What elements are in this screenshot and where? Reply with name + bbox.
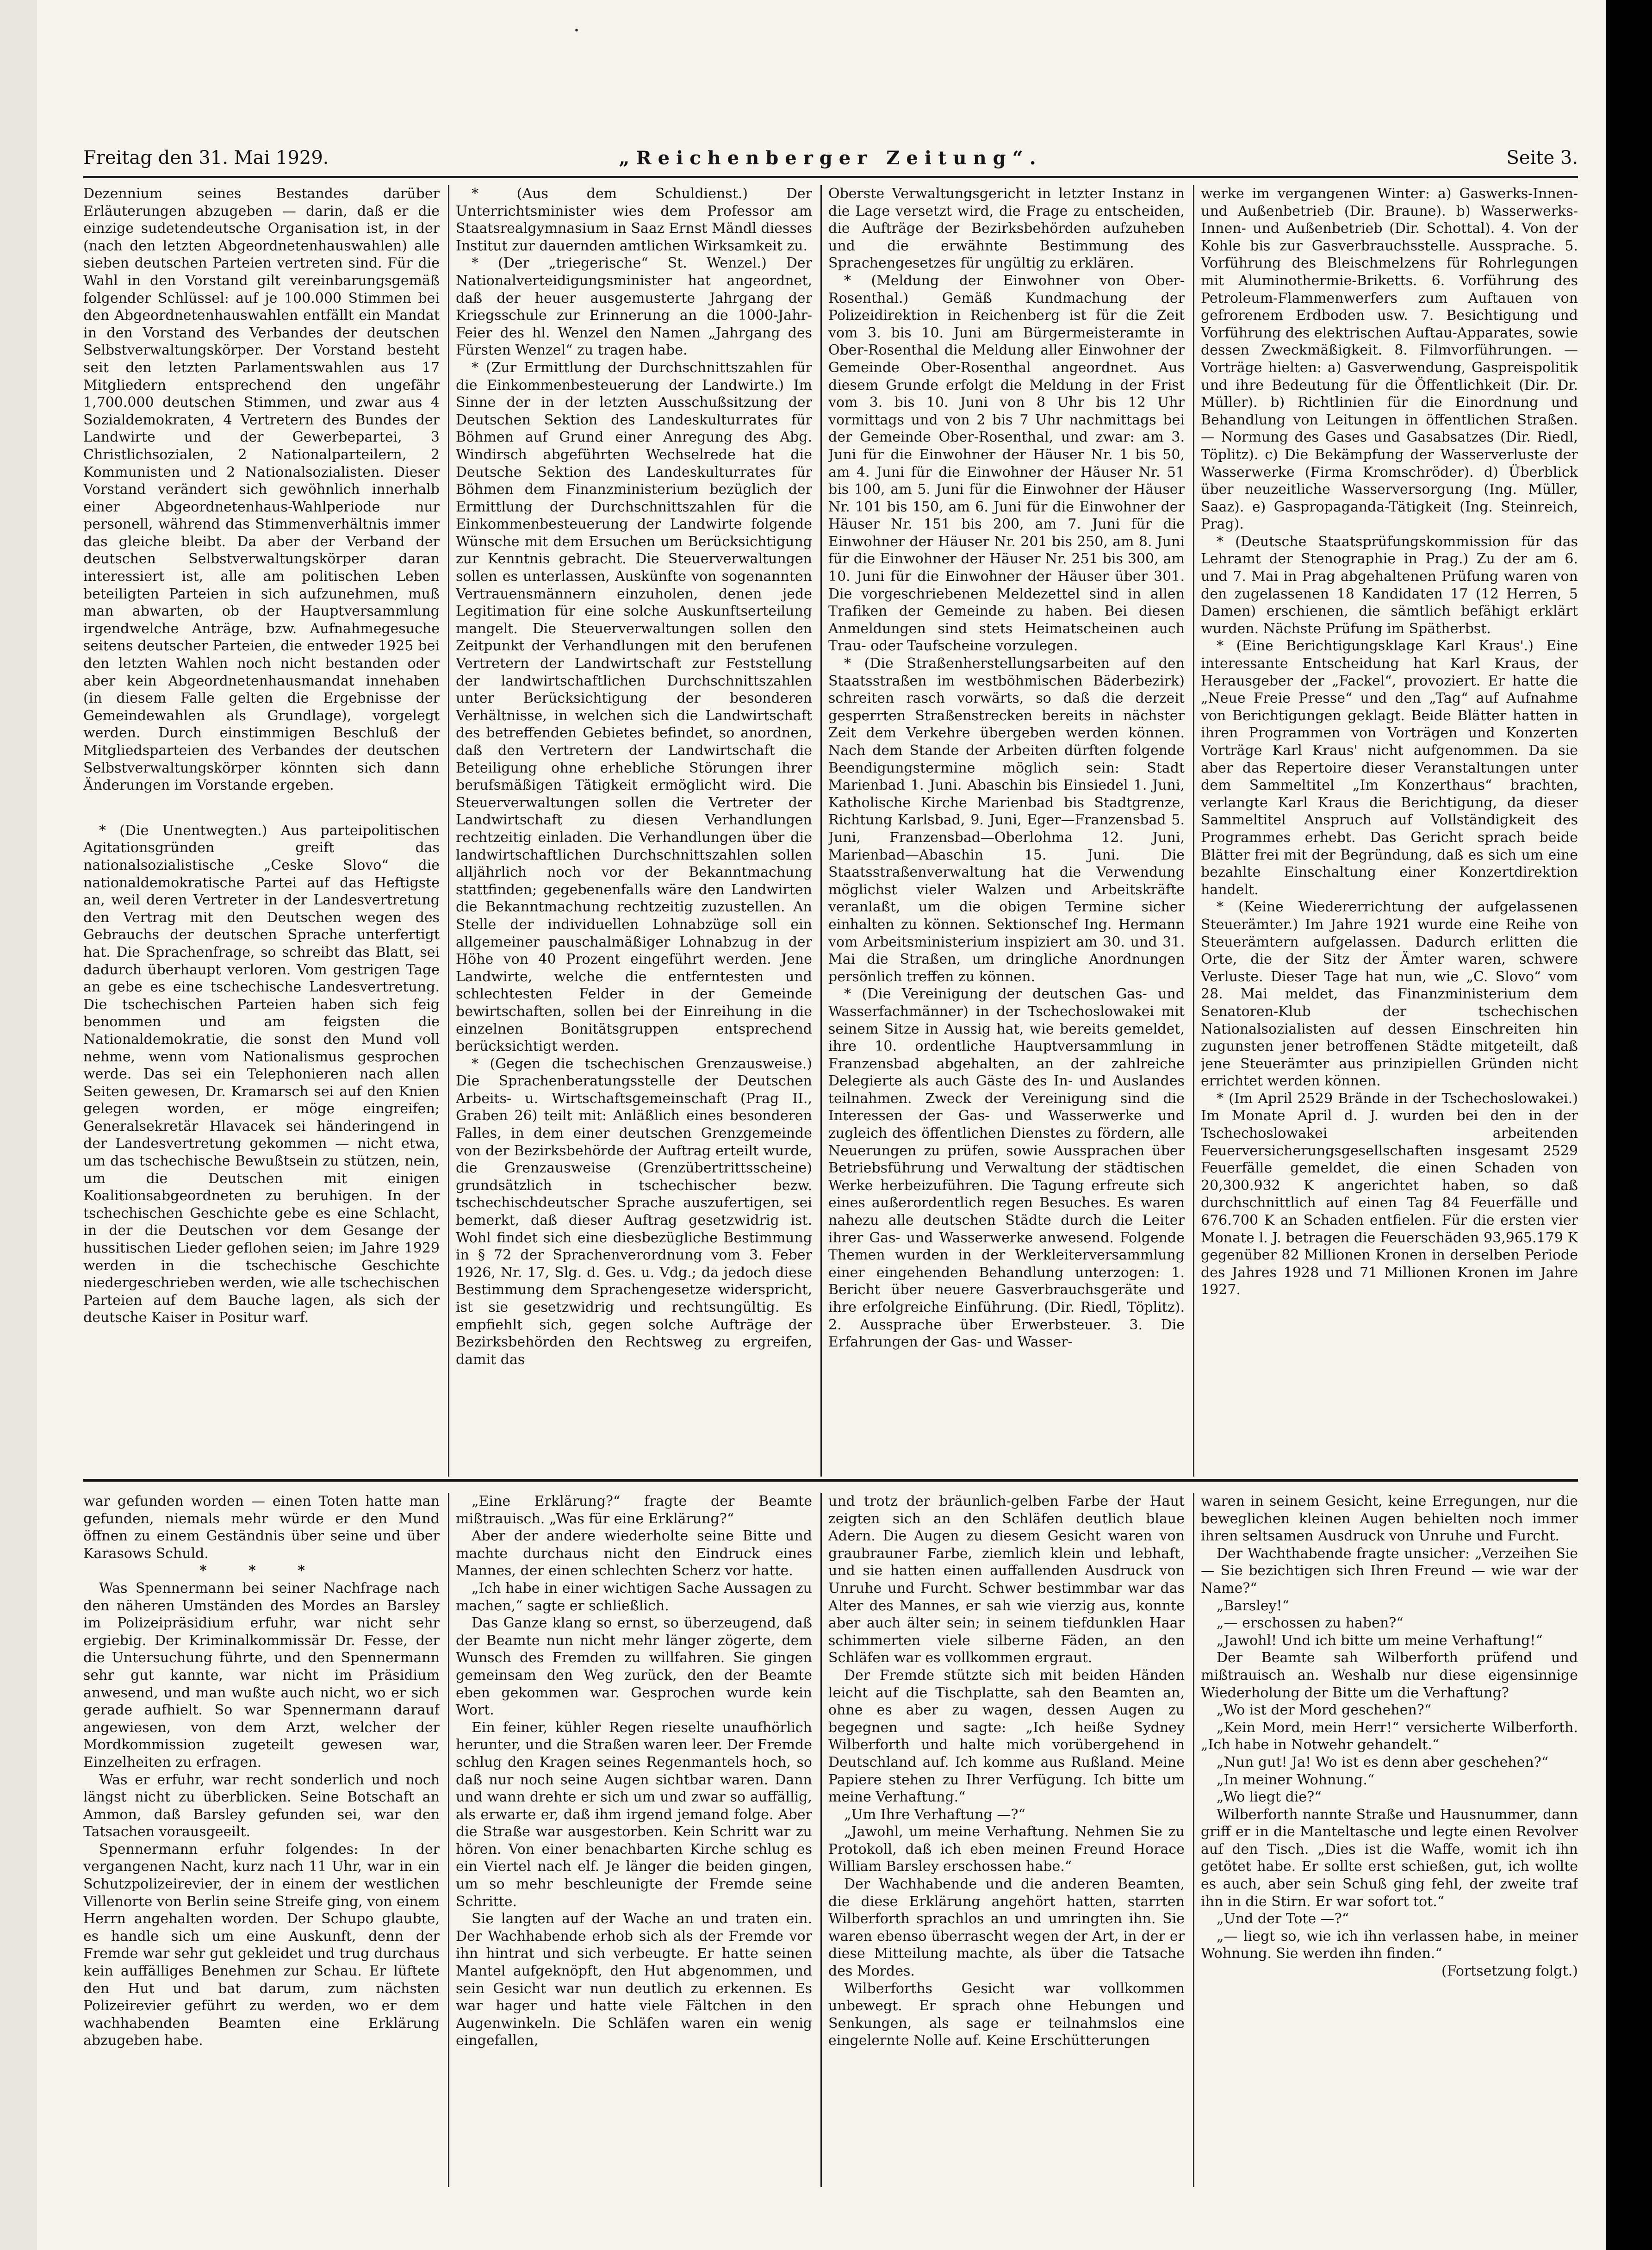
article-meldung: * (Meldung der Einwohner von Ober-Rosenthal.) Gemäß Kundmachung der Polizeidirektion in Reichenberg ist für die Zeit vom 3. bis 10. Juni am Bürgermeisteramte in Ober-Rosenthal die Meldung aller Einwohner der Gemeinde Ober-Rosenthal angeordnet. Aus diesem Grunde erfolgt die Meldung in der Frist vom 3. bis 10. Juni von 8 Uhr bis 12 Uhr vormittags und von 2 bis 7 Uhr nachmittags bei der Gemeinde Ober-Rosenthal, und zwar: am 3. Juni für die Einwohner der Häuser Nr. 1 bis 50, am 4. Juni für die Einwohner der Häuser Nr. 51 bis 100, am 5. Juni für die Einwohner der Häuser Nr. 101 bis 150, am 6. Juni für die Einwohner der Häuser Nr. 151 bis 200, am 7. Juni für die Einwohner der Häuser Nr. 201 bis 250, am 8. Juni für die Einwohner der Häuser Nr. 251 bis 300, am 10. Juni für die Einwohner der Häuser über 301. Die vorgeschriebenen Meldezettel sind in allen Trafiken der Gemeinde zu haben. Bei diesen Anmeldungen sind stets Heimatscheinen auch Trau- oder Taufscheine vorzulegen. <box>828 272 1185 654</box>
article-strassen: * (Die Straßenherstellungsarbeiten auf den Staatsstraßen im westböhmischen Bäderbezirk) schreiten rasch vorwärts, so daß die derzeit gesperrten Straßenstrecken bereits in nächster Zeit dem Verkehre übergeben werden können. Nach dem Stande der Arbeiten dürften folgende Beendigungstermine möglich sein: Stadt Marienbad 1. Juni. Abaschin bis Einsiedel 1. Juni, Katholische Kirche Marienbad bis Stadtgrenze, Richtung Karlsbad, 9. Juni, Eger—Franzensbad 5. Juni, Franzensbad—Oberlohma 12. Juni, Marienbad—Abaschin 15. Juni. Die Staatsstraßenverwaltung hat die Verwendung möglichst vieler Walzen und Arbeitskräfte veranlaßt, um die obigen Termine sicher einhalten zu können. Sektionschef Ing. Hermann vom Arbeitsministerium inspiziert am 30. und 31. Mai die Straßen, um dringliche Anordnungen persönlich treffen zu können. <box>828 655 1185 985</box>
article-paragraph: Dezennium seines Bestandes darüber Erläuterungen abzugeben — darin, daß er die einzige sudetendeutsche Organisation ist, in der (nach den letzten Abgeordnetenhauswahlen) alle sieben deutschen Parteien vertreten sind. Für die Wahl in den Vorstand gilt vereinbarungsgemäß folgender Schlüssel: auf je 100.000 Stimmen bei den Abgeordnetenhauswahlen entfällt ein Mandat in den Vorstand des Verbandes der deutschen Selbstverwaltungskörper. Der Vorstand besteht seit den letzten Parlamentswahlen aus 17 Mitgliedern entsprechend den ungefähr 1,700.000 deutschen Stimmen, und zwar aus 4 Sozialdemokraten, 4 Vertretern des Bundes der Landwirte und der Gewerbepartei, 3 Christlichsozialen, 2 Nationalparteilern, 2 Kommunisten und 2 Nationalsozialisten. Dieser Vorstand verändert sich gewöhnlich innerhalb einer Abgeordnetenhaus-Wahlperiode nur personell, während das Stimmenverhältnis immer das gleiche bleibt. Da aber der Verband der deutschen Selbstverwaltungskörper daran interessiert ist, alle am politischen Leben beteiligten Parteien in sich aufzunehmen, muß man abwarten, ob der Hauptversammlung irgendwelche Anträge, bzw. Aufnahmegesuche seitens deutscher Parteien, die entweder 1925 bei den letzten Wahlen noch nicht bestanden oder aber kein Abgeordnetenhausmandat innehaben (in diesem Falle gelten die Ergebnisse der Gemeindewahlen als Grundlage), vorgelegt werden. Durch einstimmigen Beschluß der Mitgliedsparteien des Verbandes der deutschen Selbstverwaltungskörper könnten sich dann Änderungen im Vorstande ergeben. <box>83 186 440 794</box>
news-column-3 <box>828 185 1185 1463</box>
serial-paragraph: „Kein Mord, mein Herr!“ versicherte Wilberforth. „Ich habe in Notwehr gehandelt.“ <box>1201 1719 1578 1753</box>
column-rule <box>820 1493 822 2187</box>
column-rule <box>1193 185 1194 1477</box>
article-kraus: * (Eine Berichtigungsklage Karl Kraus'.) Eine interessante Entscheidung hat Karl Kraus, der Herausgeber der „Fackel“, provoziert. Er hatte die „Neue Freie Presse“ und den „Tag“ auf Aufnahme von Berichtigungen geklagt. Beide Blätter hatten in ihren Programmen von Vorträgen und Konzerten Vorträge Karl Kraus' nicht aufgenommen. Da sie aber das Repertoire dieser Veranstaltungen unter dem Sammeltitel „Im Konzerthaus“ brachten, verlangte Karl Kraus die Berichtigung, da dieser Sammeltitel Anspruch auf Vollständigkeit des Programmes erhebt. Das Gericht sprach beide Blätter frei mit der Begründung, daß es sich um eine bezahlte Einschaltung einer Konzertdirektion handelt. <box>1201 638 1578 898</box>
feuilleton-divider <box>83 1479 1578 1482</box>
news-column-2 <box>456 185 812 1463</box>
serial-paragraph: Ein feiner, kühler Regen rieselte unaufhörlich herunter, und die Straßen waren leer. Der Fremde schlug den Kragen seines Regenmantels hoch, so daß nur noch seine Augen sichtbar waren. Dann und wann drehte er sich um und zwar so auffällig, als erwarte er, daß ihm irgend jemand folge. Aber die Straße war ausgestorben. Kein Schritt war zu hören. Von einer benachbarten Kirche schlug es ein Viertel nach elf. Je länger die beiden gingen, um so mehr beschleunigte der Fremde seine Schritte. <box>456 1719 812 1910</box>
serial-paragraph: „Nun gut! Ja! Wo ist es denn aber geschehen?“ <box>1217 1754 1549 1770</box>
newspaper-title: „Reichenberger Zeitung“. <box>619 147 1043 169</box>
serial-paragraph: Was Spennermann bei seiner Nachfrage nach den näheren Umständen des Mordes an Barsley im Polizeipräsidium erfuhr, war nicht sehr ergiebig. Der Kriminalkommissär Dr. Fesse, der die Untersuchung führte, und den Spennermann sehr gut kannte, war nicht im Präsidium anwesend, und man wußte auch nicht, wo er sich gerade aufhielt. So war Spennermann darauf angewiesen, von dem Arzt, welcher der Mordkommission zugeteilt gewesen war, Einzelheiten zu erfragen. <box>83 1580 440 1770</box>
serial-paragraph: waren in seinem Gesicht, keine Erregungen, nur die beweglichen kleinen Augen behielten noch immer ihren seltsamen Ausdruck von Unruhe und Furcht. <box>1201 1493 1578 1545</box>
serial-paragraph: Der Wachhabende und die anderen Beamten, die diese Erklärung angehört hatten, starrten Wilberforth sprachlos an und umringten ihn. Sie waren ebenso überrascht wegen der Art, in der er diese Mitteilung machte, als über die Tatsache des Mordes. <box>828 1876 1185 1980</box>
article-grenzausweise: * (Gegen die tschechischen Grenzausweise.) Die Sprachenberatungsstelle der Deutschen Arbeits- u. Wirtschaftsgemeinschaft (Prag II., Graben 26) teilt mit: Anläßlich eines besonderen Falles, in dem einer deutschen Grenzgemeinde von der Bezirksbehörde der Auftrag erteilt wurde, die Grenzausweise (Grenzübertrittsscheine) grundsätzlich in tschechischer bezw. tschechischdeutscher Sprache auszufertigen, sei bemerkt, daß dieser Auftrag gesetzwidrig ist. Wohl findet sich eine diesbezügliche Bestimmung in § 72 der Sprachenverordnung vom 3. Feber 1926, Nr. 17, Slg. d. Ges. u. Vdg.; da jedoch diese Bestimmung dem Sprachengesetze widerspricht, ist sie gesetzwidrig und rechtsungültig. Es empfiehlt sich, gegen solche Aufträge der Bezirksbehörden den Rechtsweg zu ergreifen, damit das <box>456 1055 812 1368</box>
article-continuation: werke im vergangenen Winter: a) Gaswerks-Innen- und Außenbetrieb (Dir. Braune). b) Wasserwerks-Innen- und Außenbetrieb (Dir. Schottal). 4. Von der Kohle bis zur Gasverbrauchsstelle. Aussprache. 5. Vorführung des Bleischmelzens für Rohrlegungen mit Aluminothermie-Briketts. 6. Vorführung des Petroleum-Flammenwerfers zum Auftauen von gefrorenem Erdboden usw. 7. Besichtigung und Vorführung des elektrischen Auftau-Apparates, sowie dessen Zweckmäßigkeit. 8. Filmvorführungen. — Vorträge hielten: a) Gasverwendung, Gaspreispolitik und ihre Bedeutung für die Öffentlichkeit (Dir. Dr. Müller). b) Richtlinien für die Einordnung und Behandlung von Leitungen in öffentlichen Straßen. — Normung des Gases und Gasabsatzes (Dir. Riedl, Töplitz). c) Die Bekämpfung der Wasserverluste der Wasserwerke (Firma Kromschröder). d) Überblick über neuzeitliche Wasserversorgung (Ing. Müller, Saaz). e) Gaspropaganda-Tätigkeit (Ing. Steinreich, Prag). <box>1201 186 1578 533</box>
serial-paragraph: „— liegt so, wie ich ihn verlassen habe, in meiner Wohnung. Sie werden ihn finden.“ <box>1201 1928 1578 1962</box>
article-stenographie: * (Deutsche Staatsprüfungskommission für das Lehramt der Stenographie in Prag.) Zu der am 6. und 7. Mai in Prag abgehaltenen Prüfung waren von den zugelassenen 18 Kandidaten 17 (12 Herren, 5 Damen) erschienen, die sämtlich befähigt erklärt wurden. Nächste Prüfung im Spätherbst. <box>1201 533 1578 637</box>
column-rule <box>448 185 449 1477</box>
scan-border <box>1606 0 1652 2250</box>
news-column-1 <box>83 185 440 1463</box>
serial-paragraph: Was er erfuhr, war recht sonderlich und noch längst nicht zu überblicken. Seine Botschaft an Ammon, daß Barsley gefunden sei, war den Tatsachen vorausgeeilt. <box>83 1771 440 1840</box>
serial-paragraph: „Eine Erklärung?“ fragte der Beamte mißtrauisch. „Was für eine Erklärung?“ <box>456 1493 812 1527</box>
serial-paragraph: Der Beamte sah Wilberforth prüfend und mißtrauisch an. Weshalb nur diese eigensinnige Wiederholung der Bitte um die Verhaftung? <box>1201 1650 1578 1701</box>
article-gasfachmaenner: * (Die Vereinigung der deutschen Gas- und Wasserfachmänner) in der Tschechoslowakei mit seinem Sitze in Aussig hat, wie bereits gemeldet, ihre 10. ordentliche Hauptversammlung in Franzensbad abgehalten, an der zahlreiche Delegierte als auch Gäste des In- und Auslandes teilnahmen. Zweck der Vereinigung sind die Interessen der Gas- und Wasserwerke und zugleich des öffentlichen Dienstes zu fördern, alle Neuerungen zu prüfen, sowie Aussprachen über Betriebsführung und Verwaltung der städtischen Werke herbeizuführen. Die Tagung erfreute sich eines außerordentlich regen Besuches. Es waren nahezu alle deutschen Städte durch die Leiter ihrer Gas- und Wasserwerke anwesend. Folgende Themen wurden in der Werkleiterversammlung einer eingehenden Behandlung unterzogen: 1. Bericht über neuere Gasverbrauchsgeräte und ihre erfolgreiche Einführung. (Dir. Riedl, Töplitz). 2. Aussprache über Erwerbsteuer. 3. Die Erfahrungen der Gas- und Wasser- <box>828 986 1185 1351</box>
page-number: Seite 3. <box>1506 147 1578 168</box>
spacer <box>83 794 440 822</box>
serial-paragraph: „Um Ihre Verhaftung —?“ <box>844 1806 1025 1823</box>
serial-paragraph: „Jawohl, um meine Verhaftung. Nehmen Sie zu Protokoll, daß ich eben meinen Freund Horace William Barsley erschossen habe.“ <box>828 1824 1185 1875</box>
serial-paragraph: Das Ganze klang so ernst, so überzeugend, daß der Beamte nun nicht mehr länger zögerte, dem Wunsch des Fremden zu willfahren. Sie gingen gemeinsam den Weg zurück, den der Beamte eben gekommen war. Gesprochen wurde kein Wort. <box>456 1615 812 1719</box>
serial-paragraph: „Ich habe in einer wichtigen Sache Aussagen zu machen,“ sagte er schließlich. <box>456 1580 812 1614</box>
article-unentwegten: * (Die Unentwegten.) Aus parteipolitischen Agitationsgründen greift das nationalsozialistische „Ceske Slovo“ die nationaldemokratische Partei auf das Heftigste an, weil deren Vertreter in der Landesvertretung den Vertrag mit den Deutschen wegen des Gebrauchs der deutschen Sprache unterfertigt hat. Die Sprachenfrage, so schreibt das Blatt, sei dadurch überhaupt verloren. Vom gestrigen Tage an gebe es eine tschechische Landesvertretung. Die tschechischen Parteien haben sich feig benommen und am feigsten die Nationaldemokratie, die sonst den Mund voll nehme, wenn vom Nationalismus gesprochen werde. Das sei ein Telephonieren nach allen Seiten gewesen, Dr. Kramarsch sei auf den Knien gelegen worden, er möge eingreifen; Generalsekretär Hlavacek sei händeringend in der Landesvertretung gekommen — nicht etwa, um das tschechische Bewußtsein zu stützen, nein, um die Deutschen mit einigen Koalitionsabgeordneten zu beruhigen. In der tschechischen Geschichte gebe es eine Schlacht, in der die Deutschen vor dem Gesange der hussitischen Lieder geflohen seien; im Jahre 1929 werden in die tschechische Geschichte niedergeschrieben werden, wie alle tschechischen Parteien auf dem Bauche lagen, als sich der deutsche Kaiser in Positur warf. <box>83 822 440 1326</box>
serial-paragraph: „In meiner Wohnung.“ <box>1217 1771 1375 1788</box>
continuation-note: (Fortsetzung folgt.) <box>1441 1963 1578 1980</box>
article-steueraemter: * (Keine Wiedererrichtung der aufgelassenen Steuerämter.) Im Jahre 1921 wurde eine Reihe von Steuerämtern aufgelassen. Dadurch erlitten die Orte, die der Sitz der Ämter waren, schwere Verluste. Dieser Tage hat nun, wie „C. Slovo“ vom 28. Mai meldet, das Finanzministerium dem Senatoren-Klub der tschechischen Nationalsozialisten auf dessen Einschreiten hin zugunsten jener betroffenen Städte mitgeteilt, daß jene Steuerämter aus prinzipiellen Gründen nicht errichtet werden können. <box>1201 899 1578 1090</box>
serial-paragraph: „Jawohl! Und ich bitte um meine Verhaftung!“ <box>1217 1632 1543 1649</box>
serial-paragraph: „Wo ist der Mord geschehen?“ <box>1217 1702 1432 1719</box>
column-rule <box>820 185 822 1477</box>
serial-paragraph: Sie langten auf der Wache an und traten ein. Der Wachhabende erhob sich als der Fremde vor ihn hintrat und sich verbeugte. Er hatte seinen Mantel aufgeknöpft, den Hut abgenommen, und sein Gesicht war nun deutlich zu erkennen. Es war hager und hatte viele Fältchen in den Augenwinkeln. Die Schläfen waren ein wenig eingefallen, <box>456 1911 812 2049</box>
article-continuation: Oberste Verwaltungsgericht in letzter Instanz in die Lage versetzt wird, die Frage zu entscheiden, die Aufträge der Bezirksbehörden aufzuheben und die erwähnte Bestimmung des Sprachengesetzes für ungültig zu erklären. <box>828 186 1185 272</box>
serial-column-2 <box>456 1493 812 2187</box>
serial-column-3 <box>828 1493 1185 2187</box>
serial-column-1 <box>83 1493 440 2187</box>
serial-paragraph: Der Fremde stützte sich mit beiden Händen leicht auf die Tischplatte, sah den Beamten an, ohne es aber zu wagen, dessen Augen zu begegnen und sagte: „Ich heiße Sydney Wilberforth und halte mich vorübergehend in Deutschland auf. Ich komme aus Rußland. Meine Papiere stehen zu Ihrer Verfügung. Ich bitte um meine Verhaftung.“ <box>828 1667 1185 1806</box>
column-rule <box>1193 1493 1194 2187</box>
newspaper-page <box>37 0 1606 2250</box>
ink-dot <box>575 29 578 31</box>
serial-paragraph: war gefunden worden — einen Toten hatte man gefunden, niemals mehr würde er den Mund öffnen zu einem Geständnis über seine und über Karasows Schuld. <box>83 1493 440 1562</box>
news-column-4 <box>1201 185 1578 1463</box>
serial-paragraph: Wilberforth nannte Straße und Hausnummer, dann griff er in die Manteltasche und legte einen Revolver auf den Tisch. „Dies ist die Waffe, womit ich ihn getötet habe. Er sollte erst schießen, gut, ich wollte es auch, aber sein Schuß ging fehl, der zweite traf ihn in die Stirn. Er war sofort tot.“ <box>1201 1806 1578 1910</box>
serial-column-4 <box>1201 1493 1578 2187</box>
article-schuldienst: * (Aus dem Schuldienst.) Der Unterrichtsminister wies dem Professor am Staatsrealgymnasium in Saaz Ernst Mändl diesses Institut zur dauernden amtlichen Wirksamkeit zu. <box>456 186 812 254</box>
serial-paragraph: und trotz der bräunlich-gelben Farbe der Haut zeigten sich an den Schläfen deutlich blaue Adern. Die Augen zu diesem Gesicht waren von graubrauner Farbe, ziemlich klein und lebhaft, und sie hatten einen auffallenden Ausdruck von Unruhe und Furcht. Schwer bestimmbar war das Alter des Mannes, er sah wie vierzig aus, konnte aber auch älter sein; in seinem tiefdunklen Haar schimmerten viele silberne Fäden, an den Schläfen war es vollkommen ergraut. <box>828 1493 1185 1666</box>
column-rule <box>448 1493 449 2187</box>
serial-paragraph: Spennermann erfuhr folgendes: In der vergangenen Nacht, kurz nach 11 Uhr, war in ein Schutzpolizeirevier, der in einem der westlichen Villenorte von Berlin seine Streife ging, von einem Herrn angehalten worden. Der Schupo glaubte, es handle sich um eine Auskunft, denn der Fremde war sehr gut gekleidet und trug durchaus kein auffälliges Benehmen zur Schau. Er lüftete den Hut und bat darum, zum nächsten Polizeirevier geführt zu werden, wo er dem wachhabenden Beamten eine Erklärung abzugeben habe. <box>83 1841 440 2049</box>
article-braende: * (Im April 2529 Brände in der Tschechoslowakei.) Im Monate April d. J. wurden bei den in der Tschechoslowakei arbeitenden Feuerversicherungsgesellschaften insgesamt 2529 Feuerfälle gemeldet, die einen Schaden von 20,300.932 K angerichtet haben, so daß durchschnittlich auf einen Tag 84 Feuerfälle und 676.700 K an Schaden entfielen. Für die ersten vier Monate l. J. betragen die Feuerschäden 93,965.179 K gegenüber 82 Millionen Kronen in derselben Periode des Jahres 1928 und 71 Millionen Kronen im Jahre 1927. <box>1201 1090 1578 1298</box>
serial-paragraph: „Und der Tote —?“ <box>1217 1911 1349 1927</box>
serial-paragraph: Der Wachthabende fragte unsicher: „Verzeihen Sie — Sie bezichtigen sich Ihren Freund — wie war der Name?“ <box>1201 1545 1578 1596</box>
article-durchschnittszahlen: * (Zur Ermittlung der Durchschnittszahlen für die Einkommenbesteuerung der Landwirte.) Im Sinne der in der letzten Ausschußsitzung der Deutschen Sektion des Landeskulturrates für Böhmen auf Grund einer Anregung des Abg. Windirsch abgeführten Wechselrede hat die Deutsche Sektion des Landeskulturrates für Böhmen dem Finanzministerium bezüglich der Ermittlung der Durchschnittszahlen für die Einkommenbesteuerung der Landwirte folgende Wünsche mit dem Ersuchen um Berücksichtigung zur Kenntnis gebracht. Die Steuerverwaltungen sollen es unterlassen, Auskünfte von sogenannten Vertrauensmännern einzuholen, denen jede Legitimation für eine solche Auskunftserteilung mangelt. Die Steuerverwaltungen sollen den Zeitpunkt der Verhandlungen mit den berufenen Vertretern der Landwirtschaft zur Feststellung der landwirtschaftlichen Durchschnittszahlen unter Berücksichtigung der besonderen Verhältnisse, in welchen sich die Landwirtschaft des betreffenden Gebietes befindet, so anordnen, daß den Vertretern der Landwirtschaft die Beteiligung ohne erhebliche Störungen ihrer berufsmäßigen Tätigkeit ermöglicht wird. Die Steuerverwaltungen sollen die Vertreter der Landwirtschaft zu diesen Verhandlungen rechtzeitig einladen. Die Verhandlungen über die landwirtschaftlichen Durchschnittszahlen sollen alljährlich noch vor der Bekanntmachung stattfinden; gegebenenfalls wäre den Landwirten die Bekanntmachung rechtzeitig zuzustellen. An Stelle der individuellen Lohnabzüge soll ein allgemeiner pauschalmäßiger Lohnabzug in der Höhe von 40 Prozent eingeführt werden. Jene Landwirte, welche die entferntesten und schlechtesten Felder in der Gemeinde bewirtschaften, sollen bei der Einreihung in die einzelnen Bonitätsgruppen entsprechend berücksichtigt werden. <box>456 359 812 1055</box>
serial-paragraph: „— erschossen zu haben?“ <box>1217 1615 1404 1632</box>
section-stars: * * * <box>199 1563 323 1579</box>
serial-paragraph: Aber der andere wiederholte seine Bitte und machte durchaus nicht den Eindruck eines Mannes, der einen schlechten Scherz vor hatte. <box>456 1528 812 1579</box>
serial-paragraph: „Barsley!“ <box>1217 1597 1289 1614</box>
serial-paragraph: „Wo liegt die?“ <box>1217 1789 1322 1806</box>
page-header <box>83 147 1578 178</box>
header-date: Freitag den 31. Mai 1929. <box>83 147 329 168</box>
serial-paragraph: Wilberforths Gesicht war vollkommen unbewegt. Er sprach ohne Hebungen und Senkungen, als sage er teilnahmslos eine eingelernte Nolle auf. Keine Erschütterungen <box>828 1980 1185 2049</box>
article-wenzel: * (Der „triegerische“ St. Wenzel.) Der Nationalverteidigungsminister hat angeordnet, daß der heuer ausgemusterte Jahrgang der Kriegsschule zur Erinnerung an die 1000-Jahr-Feier des hl. Wenzel den Namen „Jahrgang des Fürsten Wenzel“ zu tragen habe. <box>456 255 812 359</box>
